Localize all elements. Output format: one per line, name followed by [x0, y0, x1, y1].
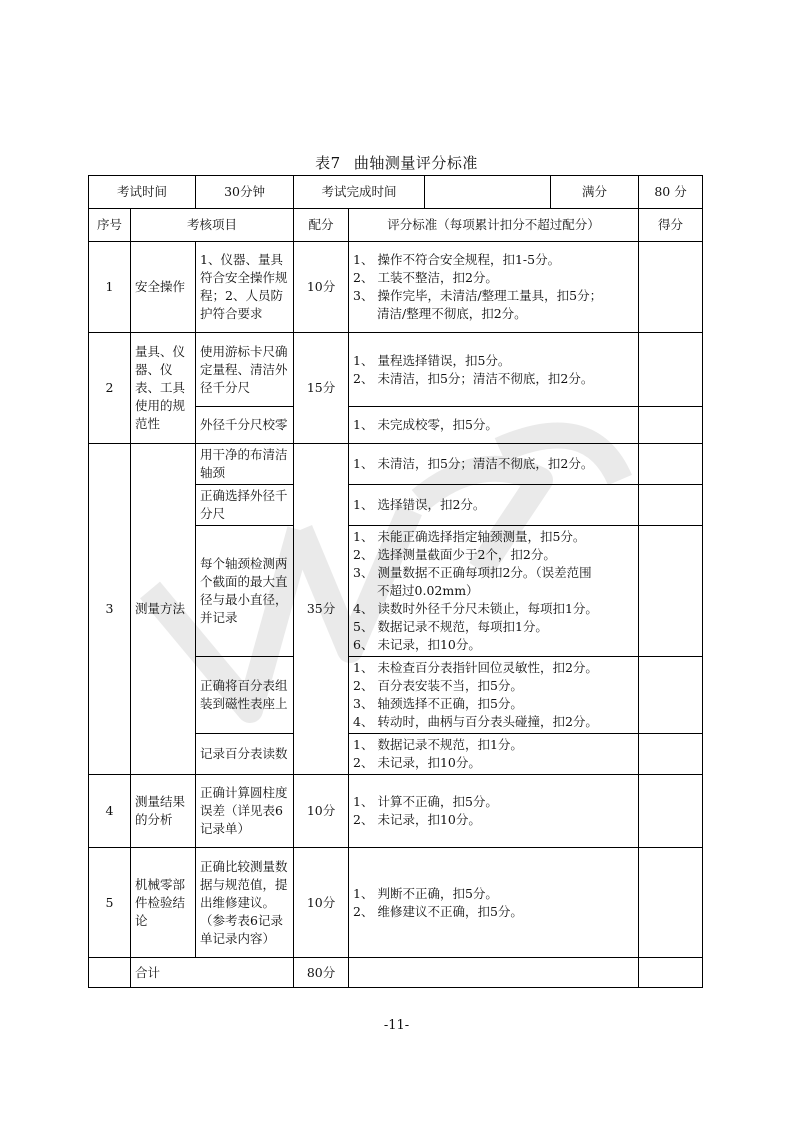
criteria-line: 清洁/整理不彻底，扣2分。 — [377, 306, 527, 321]
row-criteria — [349, 734, 639, 775]
scoring-table — [88, 175, 703, 988]
criteria-line: 1、 未检查百分表指针回位灵敏性，扣2分。 — [353, 660, 598, 675]
column-header-row — [89, 209, 703, 242]
row-no: 3 — [89, 444, 131, 775]
finish-time-value — [425, 176, 551, 209]
table-title — [0, 152, 793, 173]
row-points: 10分 — [294, 848, 349, 958]
criteria-line: 3、 测量数据不正确每项扣2分。（误差范围 — [353, 565, 592, 580]
exam-time-value: 30分钟 — [196, 176, 294, 209]
table-row — [89, 775, 703, 848]
table-name: 曲轴测量评分标准 — [353, 154, 478, 172]
row-criteria — [349, 242, 639, 333]
total-criteria — [349, 958, 639, 988]
criteria-line: 1、 判断不正确，扣5分。 — [353, 885, 498, 901]
row-no: 2 — [89, 333, 131, 444]
col-item: 考核项目 — [131, 209, 294, 242]
table-row — [89, 242, 703, 333]
criteria-line: 2、 未记录，扣10分。 — [353, 812, 481, 827]
row-category: 量具、仪器、仪表、工具使用的规范性 — [131, 333, 196, 444]
criteria-line: 2、 未记录，扣10分。 — [353, 755, 481, 770]
row-points: 10分 — [294, 242, 349, 333]
criteria-line: 1、 未完成校零，扣5分。 — [353, 417, 498, 432]
criteria-line: 3、 操作完毕，未清洁/整理工量具，扣5分； — [353, 288, 603, 303]
total-points: 80分 — [294, 958, 349, 988]
row-no: 5 — [89, 848, 131, 958]
full-score-value: 80 分 — [639, 176, 703, 209]
row-criteria — [349, 848, 639, 958]
finish-time-label: 考试完成时间 — [294, 176, 425, 209]
row-criteria — [349, 485, 639, 526]
row-points: 10分 — [294, 775, 349, 848]
row-score — [639, 848, 703, 958]
row-category: 安全操作 — [131, 242, 196, 333]
row-item: 正确将百分表组装到磁性表座上 — [196, 657, 294, 734]
row-score — [639, 734, 703, 775]
page-number: -11- — [383, 1018, 410, 1033]
criteria-line: 4、 转动时，曲柄与百分表头碰撞，扣2分。 — [353, 714, 598, 729]
criteria-line: 1、 未清洁，扣5分；清洁不彻底，扣2分。 — [353, 456, 594, 471]
row-criteria — [349, 526, 639, 657]
criteria-line: 不超过0.02mm） — [377, 583, 479, 598]
row-item: 正确选择外径千分尺 — [196, 485, 294, 526]
meta-row — [89, 176, 703, 209]
row-score — [639, 333, 703, 407]
criteria-line: 1、 选择错误，扣2分。 — [353, 497, 486, 512]
row-item: 1、仪器、量具符合安全操作规程；2、人员防护符合要求 — [196, 242, 294, 333]
total-label: 合计 — [131, 958, 294, 988]
exam-time-label: 考试时间 — [89, 176, 196, 209]
row-category: 机械零部件检验结论 — [131, 848, 196, 958]
row-item: 正确比较测量数据与规范值，提出维修建议。（参考表6记录单记录内容） — [196, 848, 294, 958]
row-item: 用干净的布清洁轴颈 — [196, 444, 294, 485]
row-item: 正确计算圆柱度误差（详见表6记录单） — [196, 775, 294, 848]
criteria-line: 2、 百分表安装不当，扣5分。 — [353, 678, 523, 693]
total-score — [639, 958, 703, 988]
criteria-line: 4、 读数时外径千分尺未锁止，每项扣1分。 — [353, 601, 598, 616]
row-no: 1 — [89, 242, 131, 333]
criteria-line: 2、 未清洁，扣5分；清洁不彻底，扣2分。 — [353, 370, 594, 386]
row-points: 35分 — [294, 444, 349, 775]
criteria-line: 5、 数据记录不规范，每项扣1分。 — [353, 619, 548, 634]
row-score — [639, 242, 703, 333]
table-row — [89, 444, 703, 485]
col-no: 序号 — [89, 209, 131, 242]
full-score-label: 满分 — [551, 176, 639, 209]
row-item: 外径千分尺校零 — [196, 407, 294, 444]
criteria-line: 1、 计算不正确，扣5分。 — [353, 794, 498, 809]
criteria-line: 2、 维修建议不正确，扣5分。 — [353, 903, 523, 919]
criteria-line: 2、 工装不整洁，扣2分。 — [353, 270, 498, 285]
row-item: 使用游标卡尺确定量程、清洁外径千分尺 — [196, 333, 294, 407]
row-category: 测量结果的分析 — [131, 775, 196, 848]
criteria-line: 1、 操作不符合安全规程，扣1-5分。 — [353, 252, 561, 267]
table-row — [89, 848, 703, 958]
table-row — [89, 333, 703, 407]
row-score — [639, 407, 703, 444]
row-criteria — [349, 444, 639, 485]
row-criteria — [349, 657, 639, 734]
criteria-line: 1、 量程选择错误，扣5分。 — [353, 352, 511, 368]
col-points: 配分 — [294, 209, 349, 242]
row-criteria — [349, 407, 639, 444]
row-item: 每个轴颈检测两个截面的最大直径与最小直径，并记录 — [196, 526, 294, 657]
row-criteria — [349, 333, 639, 407]
total-row — [89, 958, 703, 988]
criteria-line: 1、 未能正确选择指定轴颈测量，扣5分。 — [353, 529, 586, 544]
row-score — [639, 775, 703, 848]
row-category: 测量方法 — [131, 444, 196, 775]
row-item: 记录百分表读数 — [196, 734, 294, 775]
row-no: 4 — [89, 775, 131, 848]
row-score — [639, 657, 703, 734]
total-no — [89, 958, 131, 988]
row-points: 15分 — [294, 333, 349, 444]
row-score — [639, 444, 703, 485]
col-criteria: 评分标准（每项累计扣分不超过配分） — [349, 209, 639, 242]
criteria-line: 2、 选择测量截面少于2个，扣2分。 — [353, 547, 556, 562]
row-score — [639, 526, 703, 657]
table-number: 表7 — [315, 154, 341, 172]
col-score: 得分 — [639, 209, 703, 242]
row-score — [639, 485, 703, 526]
criteria-line: 1、 数据记录不规范，扣1分。 — [353, 737, 523, 752]
row-criteria — [349, 775, 639, 848]
criteria-line: 6、 未记录，扣10分。 — [353, 637, 481, 652]
criteria-line: 3、 轴颈选择不正确，扣5分。 — [353, 696, 523, 711]
